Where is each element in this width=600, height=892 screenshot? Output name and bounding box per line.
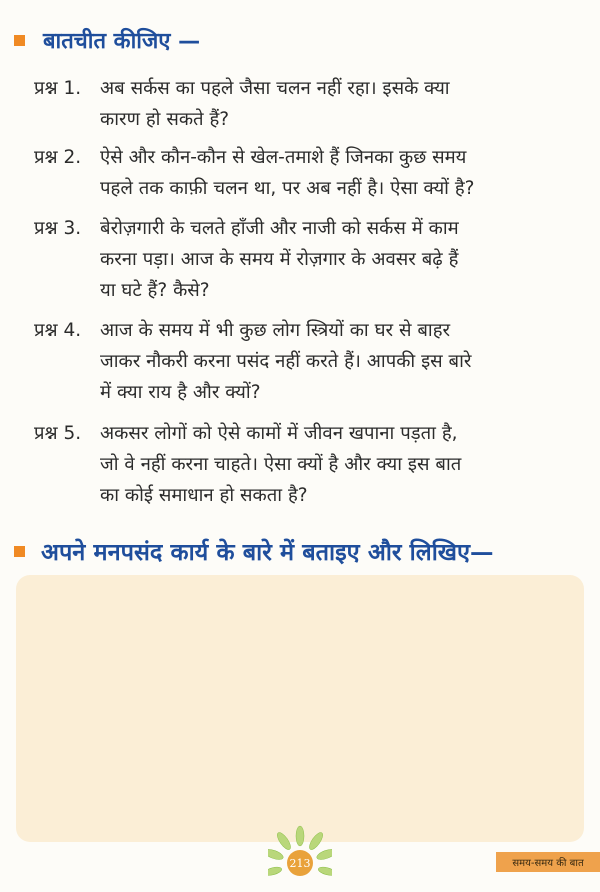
orange-square-bullet-icon [14, 546, 25, 557]
question-text-line: पहले तक काफ़ी चलन था, पर अब नहीं है। ऐसा क्यों है? [100, 178, 475, 199]
question-text-line: अब सर्कस का पहले जैसा चलन नहीं रहा। इसके क्या [100, 78, 450, 99]
question-text-line: का कोई समाधान हो सकता है? [100, 485, 308, 506]
question-label: प्रश्न 4. [34, 320, 82, 341]
question-text-line: करना पड़ा। आज के समय में रोज़गार के अवसर बढ़े हैं [100, 249, 459, 270]
question-text-line: कारण हो सकते हैं? [100, 109, 230, 130]
question-text-line: आज के समय में भी कुछ लोग स्त्रियों का घर से बाहर [100, 320, 451, 341]
chapter-title-tab: समय-समय की बात [496, 852, 600, 872]
question-text-line: ऐसे और कौन-कौन से खेल-तमाशे हैं जिनका कुछ समय [100, 147, 467, 168]
question-text-line: अकसर लोगों को ऐसे कामों में जीवन खपाना पड़ता है, [100, 423, 458, 444]
section-heading-text: अपने मनपसंद कार्य के बारे में बताइए और लिखिए— [41, 538, 494, 566]
question-label: प्रश्न 5. [34, 423, 82, 444]
section-heading-text: बातचीत कीजिए — [43, 29, 201, 54]
orange-square-bullet-icon [14, 35, 25, 46]
question-label: प्रश्न 3. [34, 218, 82, 239]
question-text-line: या घटे हैं? कैसे? [100, 280, 210, 301]
section-heading-favorite-work [14, 535, 494, 567]
question-label: प्रश्न 1. [34, 78, 82, 99]
question-label: प्रश्न 2. [34, 147, 82, 168]
question-text-line: बेरोज़गारी के चलते हाँजी और नाजी को सर्कस में काम [100, 218, 459, 239]
page-number-badge: 213 [287, 850, 313, 876]
question-text-line: में क्या राय है और क्यों? [100, 382, 261, 403]
writing-area-box[interactable] [16, 575, 584, 842]
section-heading-discussion [14, 25, 200, 55]
question-text-line: जाकर नौकरी करना पसंद नहीं करते हैं। आपकी इस बारे [100, 351, 472, 372]
question-text-line: जो वे नहीं करना चाहते। ऐसा क्यों है और क्या इस बात [100, 454, 462, 475]
